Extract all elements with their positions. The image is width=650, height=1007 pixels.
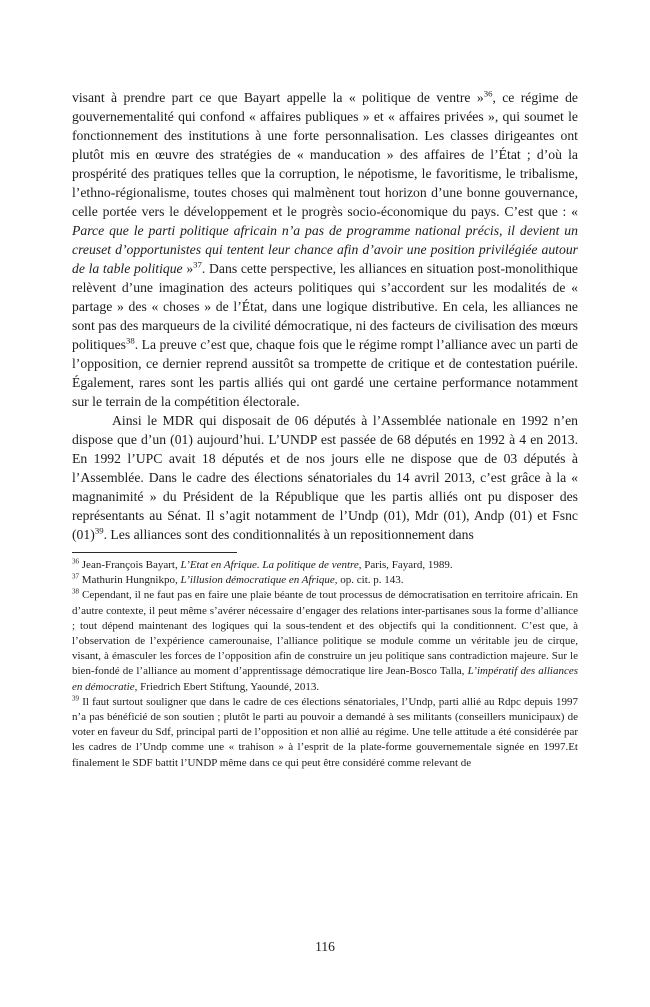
body-paragraph-1: visant à prendre part ce que Bayart appelle la « politique de ventre »$^{36}$, ce régime de gouvernementalité qui confond « affaires publiques » et « affaires privées », qui soumet le fonctionnement des institutions à une forte personnalisation. Les classes dirigeantes ont plutôt mis en œuvre des stratégies de « manducation » des affaires de l’État ; d’où la prospérité des pratiques telles que la corruption, le népotisme, le favoritisme, le tribalisme, l’ethno-régionalisme, toutes choses qui malmènent tout horizon d’une bonne gouvernance, celle portée vers le développement et le progrès socio-économique du pays. C’est que : « Parce que le parti politique africain n’a pas de programme national précis, il devient un creuset d’opportunistes qui tentent leur chance afin d’avoir une position privilégiée autour de la table politique »$^{37}$. Dans cette perspective, les alliances en situation post-monolithique relèvent d’une imagination des acteurs politiques qui s’accordent sur les modalités de « partage » des « choses » de l’État, dans une logique distributive. En cela, les alliances ne sont pas des marqueurs de la civilité démocratique, ni des facteurs de civilisation des mœurs politiques$^{38}$. La preuve c’est que, chaque fois que le régime rompt l’alliance avec un parti de l’opposition, ce dernier reprend aussitôt sa trompette de critique et de contestation puérile. Également, rares sont les partis alliés qui ont gardé une certaine performance notamment sur le terrain de la compétition électorale.: [72, 88, 579, 409]
footnote-separator-rule: [72, 552, 237, 553]
body-text: [72, 88, 578, 544]
footnote-38: $^{38}$ Cependant, il ne faut pas en faire une plaie béante de tout processus de démocratisation en territoire africain. En d’autre contexte, il peut même s’avérer nécessaire d’engager des relations inter-partisanes sous la forme d’alliance ; tout dépend maintenant des logiques qui la sous-tendent et des objectifs qui la conditionnent. C’est que, à l’observation de l’expérience camerounaise, l’alliance politique se module comme un véritable jeu de cirque, visant, à émasculer les forces de l’opposition afin de construire un jeu politique sans contradiction majeure. Sur le bien-fondé de l’alliance au moment d’apprentissage démocratique lire Jean-Bosco Talla, L’impératif des alliances en démocratie, Friedrich Ebert Stiftung, Yaoundé, 2013.: [72, 587, 578, 693]
body-paragraph-2: Ainsi le MDR qui disposait de 06 députés à l’Assemblée nationale en 1992 n’en dispose que d’un (01) aujourd’hui. L’UNDP est passée de 68 députés en 1992 à 4 en 2013. En 1992 l’UPC avait 18 députés et de nos jours elle ne dispose que de 03 députés à l’Assemblée. Dans le cadre des élections sénatoriales du 14 avril 2013, c’est grâce à la « magnanimité » du Président de la République que les partis alliés ont pu disposer des représentants au Sénat. Il s’agit notamment de l’Undp (01), Mdr (01), Andp (01) et Fsnc $(01)^{39}$. Les alliances sont des conditionnalités à un repositionnement dans: [72, 413, 578, 542]
footnotes-section: [72, 552, 578, 771]
footnote-39: $^{39}$ Il faut surtout souligner que dans le cadre de ces élections sénatoriales, l’Undp, parti allié au Rdpc depuis 1997 n’a pas bénéficié de son soutien ; plutôt le parti au pouvoir a demandé à ses militants (conseillers municipaux) de voter en faveur du Sdf, principal parti de l’opposition et non allié au régime. Une telle attitude a été considérée par les cadres de l’Undp comme une « trahison » à l’esprit de la plate-forme gouvernementale signée en 1997.Et finalement le SDF battit l’UNDP même dans ce qui peut être considéré comme relevant de: [72, 694, 578, 769]
footnote-37: $^{37}$ Mathurin Hungnikpo, L’illusion démocratique en Afrique, op. cit. p. 143.: [72, 572, 404, 587]
page-number: 116: [315, 939, 335, 954]
footnote-36: $^{36}$ Jean-François Bayart, L’Etat en Afrique. La politique de ventre, Paris, Fayard, 1989.: [72, 557, 453, 571]
